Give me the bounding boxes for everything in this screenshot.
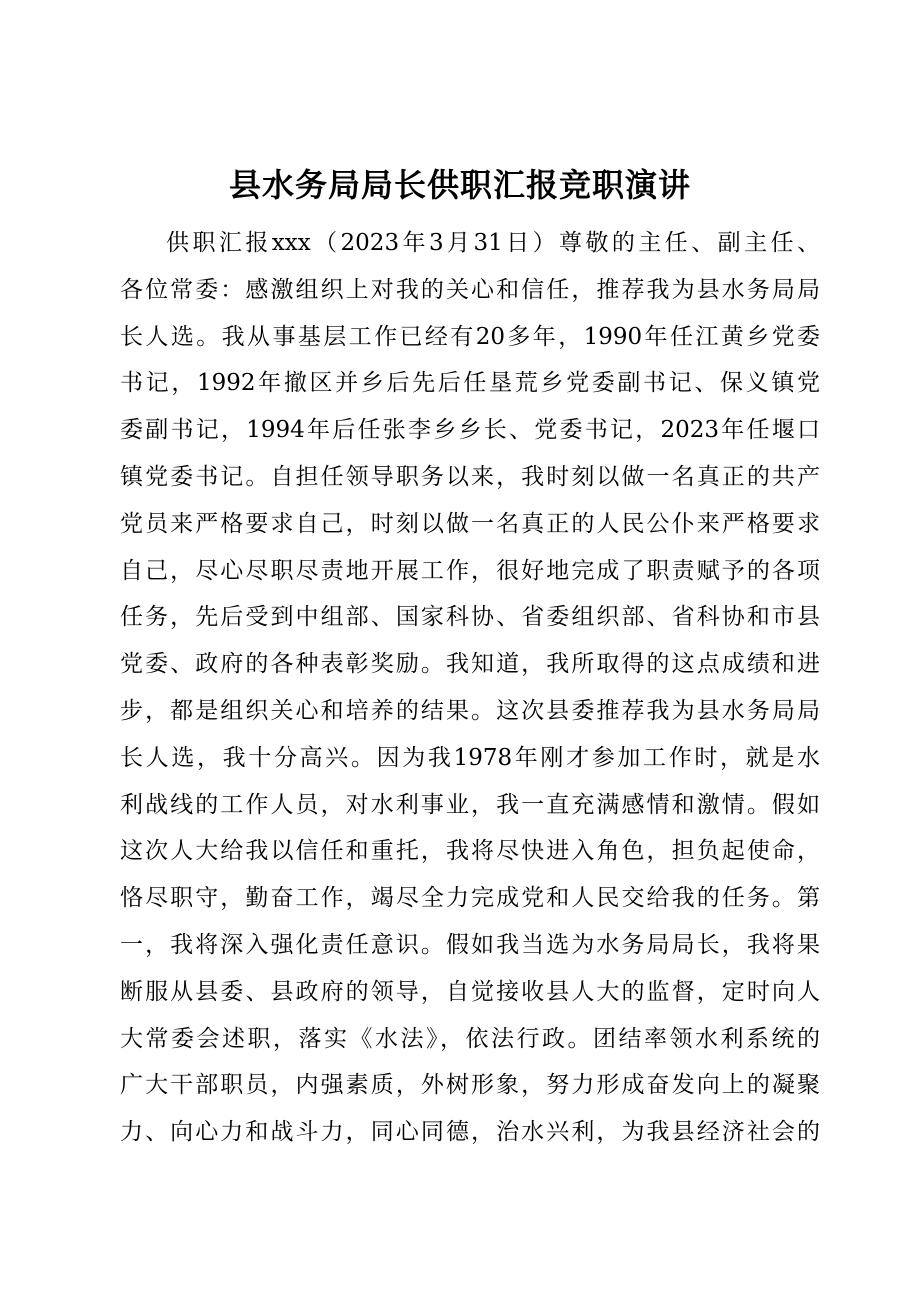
body-line: 大常委会述职，落实《水法》，依法行政。团结率领水利系统的 (120, 1025, 820, 1052)
body-line: 一，我将深入强化责任意识。假如我当选为水务局局长，我将果 (120, 931, 820, 958)
body-line: 断服从县委、县政府的领导，自觉接收县人大的监督，定时向人 (120, 978, 820, 1005)
body-line: 书记，1992年撤区并乡后先后任垦荒乡党委副书记、保义镇党 (120, 370, 820, 397)
body-line: 这次人大给我以信任和重托，我将尽快进入角色，担负起使命， (120, 838, 820, 865)
body-line: 广大干部职员，内强素质，外树形象，努力形成奋发向上的凝聚 (120, 1072, 820, 1099)
body-line: 力、向心力和战斗力，同心同德，治水兴利，为我县经济社会的 (120, 1119, 820, 1146)
body-line: 恪尽职守，勤奋工作，竭尽全力完成党和人民交给我的任务。第 (120, 885, 820, 912)
body-line: 供职汇报xxx（2023年3月31日）尊敬的主任、副主任、 (166, 230, 820, 256)
body-line: 长人选，我十分高兴。因为我1978年刚才参加工作时，就是水 (120, 744, 820, 771)
body-line: 任务，先后受到中组部、国家科协、省委组织部、省科协和市县 (120, 604, 820, 631)
body-line: 利战线的工作人员，对水利事业，我一直充满感情和激情。假如 (120, 791, 820, 818)
body-line: 长人选。我从事基层工作已经有20多年，1990年任江黄乡党委 (120, 323, 820, 350)
document-title: 县水务局局长供职汇报竞职演讲 (228, 166, 691, 204)
body-line: 党委、政府的各种表彰奖励。我知道，我所取得的这点成绩和进 (120, 651, 820, 678)
body-line: 党员来严格要求自己，时刻以做一名真正的人民公仆来严格要求 (120, 510, 820, 537)
body-line: 镇党委书记。自担任领导职务以来，我时刻以做一名真正的共产 (120, 463, 820, 490)
body-line: 步，都是组织关心和培养的结果。这次县委推荐我为县水务局局 (120, 697, 820, 724)
body-line: 委副书记，1994年后任张李乡乡长、党委书记，2023年任堰口 (120, 417, 820, 444)
body-line: 各位常委：感激组织上对我的关心和信任，推荐我为县水务局局 (120, 276, 820, 303)
document-body (120, 220, 820, 1156)
body-line: 自己，尽心尽职尽责地开展工作，很好地完成了职责赋予的各项 (120, 557, 820, 584)
